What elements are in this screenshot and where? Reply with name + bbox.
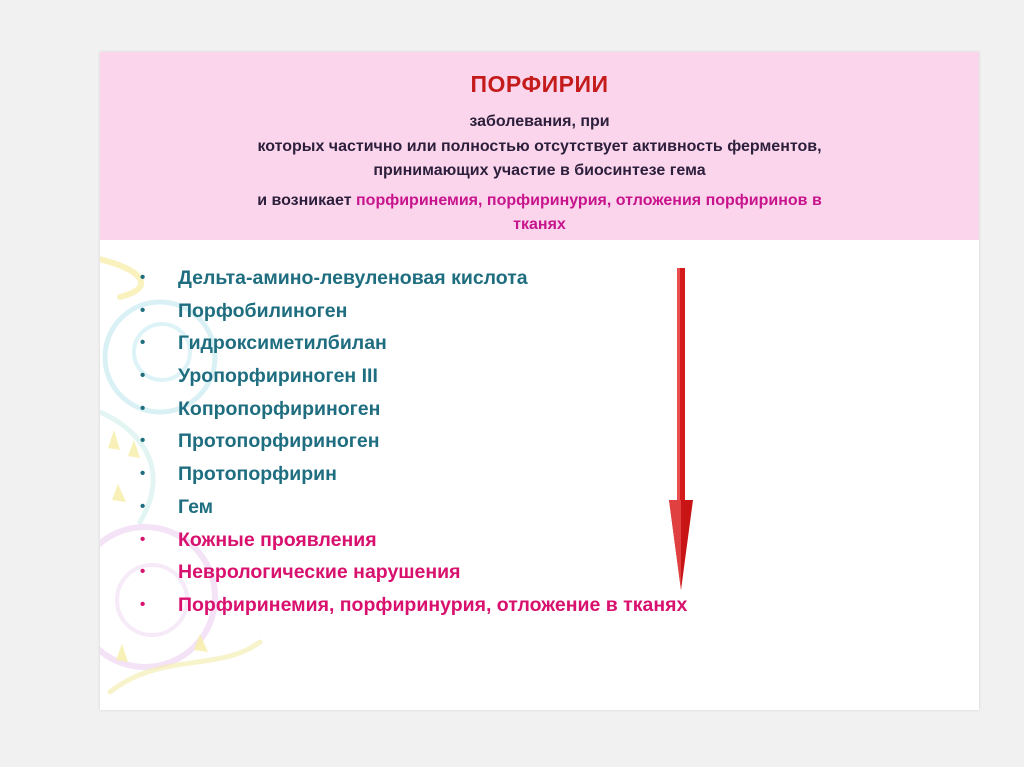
subtitle-line-5-highlight: тканях xyxy=(513,216,566,233)
list-item xyxy=(140,425,687,458)
bullet-marker: • xyxy=(140,432,146,450)
subtitle-line-5 xyxy=(100,216,979,234)
list-item-text: Порфиринемия, порфиринурия, отложение в тканях xyxy=(178,593,688,616)
subtitle-line-1: заболевания, при xyxy=(469,113,610,130)
bullet-marker: • xyxy=(140,497,146,515)
bullet-marker: • xyxy=(140,367,146,385)
bullet-marker: • xyxy=(140,301,146,319)
list-item-text: Уропорфириноген III xyxy=(178,365,378,388)
list-item xyxy=(140,327,687,360)
list-item xyxy=(140,556,687,589)
slide xyxy=(100,52,979,710)
down-arrow-icon xyxy=(666,268,696,590)
bullet-marker: • xyxy=(140,334,146,352)
subtitle-line-4-highlight: порфиринемия, порфиринурия, отложения порфиринов в xyxy=(356,192,822,209)
list-item-text: Неврологические нарушения xyxy=(178,561,461,584)
list-item xyxy=(140,360,687,393)
list-item-text: Порфобилиноген xyxy=(178,299,348,322)
list-item-text: Дельта-амино-левуленовая кислота xyxy=(178,267,528,289)
list-item xyxy=(140,295,687,328)
subtitle-line-3: принимающих участие в биосинтезе гема xyxy=(373,162,706,179)
list-item xyxy=(140,262,687,295)
subtitle-line-2: которых частично или полностью отсутствует активность ферментов, xyxy=(257,138,822,155)
list-item-text: Гидроксиметилбилан xyxy=(178,332,387,355)
list-item-text: Протопорфириноген xyxy=(178,430,380,453)
subtitle-line-4 xyxy=(100,192,979,210)
list-item xyxy=(140,458,687,491)
list-item xyxy=(140,491,687,524)
bullet-marker: • xyxy=(140,563,146,581)
bullet-marker: • xyxy=(140,269,146,286)
list-item-text: Гем xyxy=(178,495,214,518)
list-item xyxy=(140,524,687,557)
slide-title: ПОРФИРИИ xyxy=(470,71,609,97)
bullet-marker: • xyxy=(140,530,146,548)
bullet-list xyxy=(140,262,687,622)
list-item-text: Копропорфириноген xyxy=(178,397,381,420)
list-item-text: Протопорфирин xyxy=(178,463,337,486)
list-item-text: Кожные проявления xyxy=(178,528,377,551)
bullet-marker: • xyxy=(140,595,146,613)
list-item xyxy=(140,393,687,426)
list-item xyxy=(140,589,687,622)
bullet-marker: • xyxy=(140,465,146,483)
bullet-marker: • xyxy=(140,399,146,417)
subtitle-line-4-prefix: и возникает xyxy=(257,192,356,209)
